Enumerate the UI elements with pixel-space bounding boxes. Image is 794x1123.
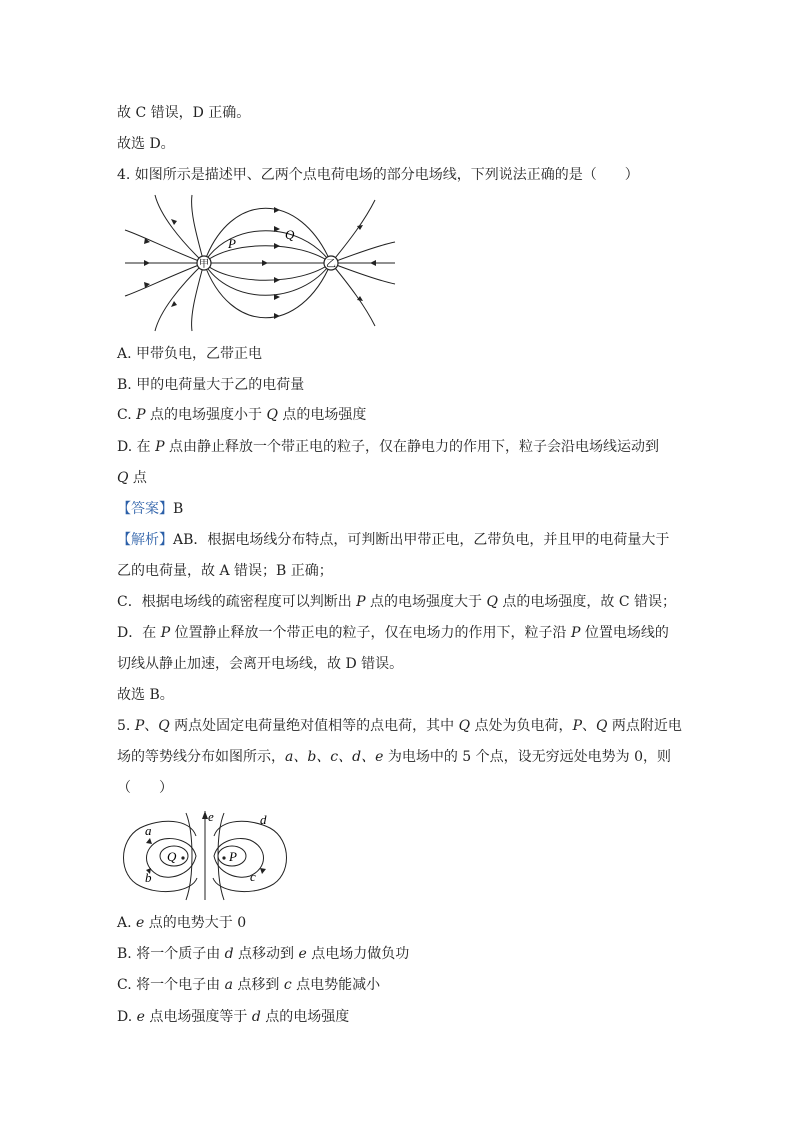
question-4-stem: 4. 如图所示是描述甲、乙两个点电荷电场的部分电场线，下列说法正确的是（ ） bbox=[117, 167, 639, 183]
option-a: A. e 点的电势大于 0 bbox=[117, 915, 247, 931]
explanation-line: 故选 B。 bbox=[117, 687, 174, 703]
option-c: C. 将一个电子由 a 点移到 c 点电势能减小 bbox=[117, 977, 381, 993]
p-label: P bbox=[228, 236, 236, 251]
option-b: B. 甲的电荷量大于乙的电荷量 bbox=[117, 377, 305, 393]
explanation-line: 切线从静止加速，会离开电场线，故 D 错误。 bbox=[117, 656, 404, 672]
explanation-line: C．根据电场线的疏密程度可以判断出 P 点的电场强度大于 Q 点的电场强度，故 C 错误； bbox=[117, 594, 677, 610]
question-5-stem: 场的等势线分布如图所示，a、b、c、d、e 为电场中的 5 个点，设无穷远处电势为 0，则 bbox=[117, 749, 672, 765]
d-label: d bbox=[260, 812, 267, 827]
option-a: A. 甲带负电，乙带正电 bbox=[117, 346, 263, 362]
option-b: B. 将一个质子由 d 点移动到 e 点电场力做负功 bbox=[117, 946, 410, 962]
yi-label: 乙 bbox=[326, 259, 336, 270]
e-label: e bbox=[208, 809, 214, 824]
option-c: C. P 点的电场强度小于 Q 点的电场强度 bbox=[117, 407, 367, 423]
p-charge-label: P bbox=[229, 849, 237, 864]
answer-line: 【答案】B bbox=[117, 501, 184, 517]
option-d: D. 在 P 点由静止释放一个带正电的粒子，仅在静电力的作用下，粒子会沿电场线运动到 bbox=[117, 439, 659, 455]
text-line: 故 C 错误，D 正确。 bbox=[117, 105, 251, 121]
text-line: 故选 D。 bbox=[117, 136, 175, 152]
field-lines-figure bbox=[120, 190, 400, 340]
question-5-stem: （ ） bbox=[117, 780, 173, 796]
option-d-cont: Q 点 bbox=[117, 470, 147, 486]
explanation-line: 乙的电荷量，故 A 错误；B 正确； bbox=[117, 563, 333, 579]
option-d: D. e 点电场强度等于 d 点的电场强度 bbox=[117, 1009, 350, 1025]
a-label: a bbox=[145, 823, 152, 838]
question-5-stem: 5. P、Q 两点处固定电荷量绝对值相等的点电荷，其中 Q 点处为负电荷，P、Q 两点附近电 bbox=[117, 718, 682, 734]
q-charge-label: Q bbox=[167, 849, 177, 864]
b-label: b bbox=[145, 870, 152, 885]
q-label: Q bbox=[285, 227, 295, 242]
explanation-line: 【解析】AB．根据电场线分布特点，可判断出甲带正电，乙带负电，并且甲的电荷量大于 bbox=[117, 532, 670, 548]
explanation-line: D．在 P 位置静止释放一个带正电的粒子，仅在电场力的作用下，粒子沿 P 位置电场线的 bbox=[117, 625, 669, 641]
c-label: c bbox=[250, 869, 256, 884]
equipotential-figure bbox=[120, 808, 290, 903]
jia-label: 甲 bbox=[199, 259, 209, 270]
